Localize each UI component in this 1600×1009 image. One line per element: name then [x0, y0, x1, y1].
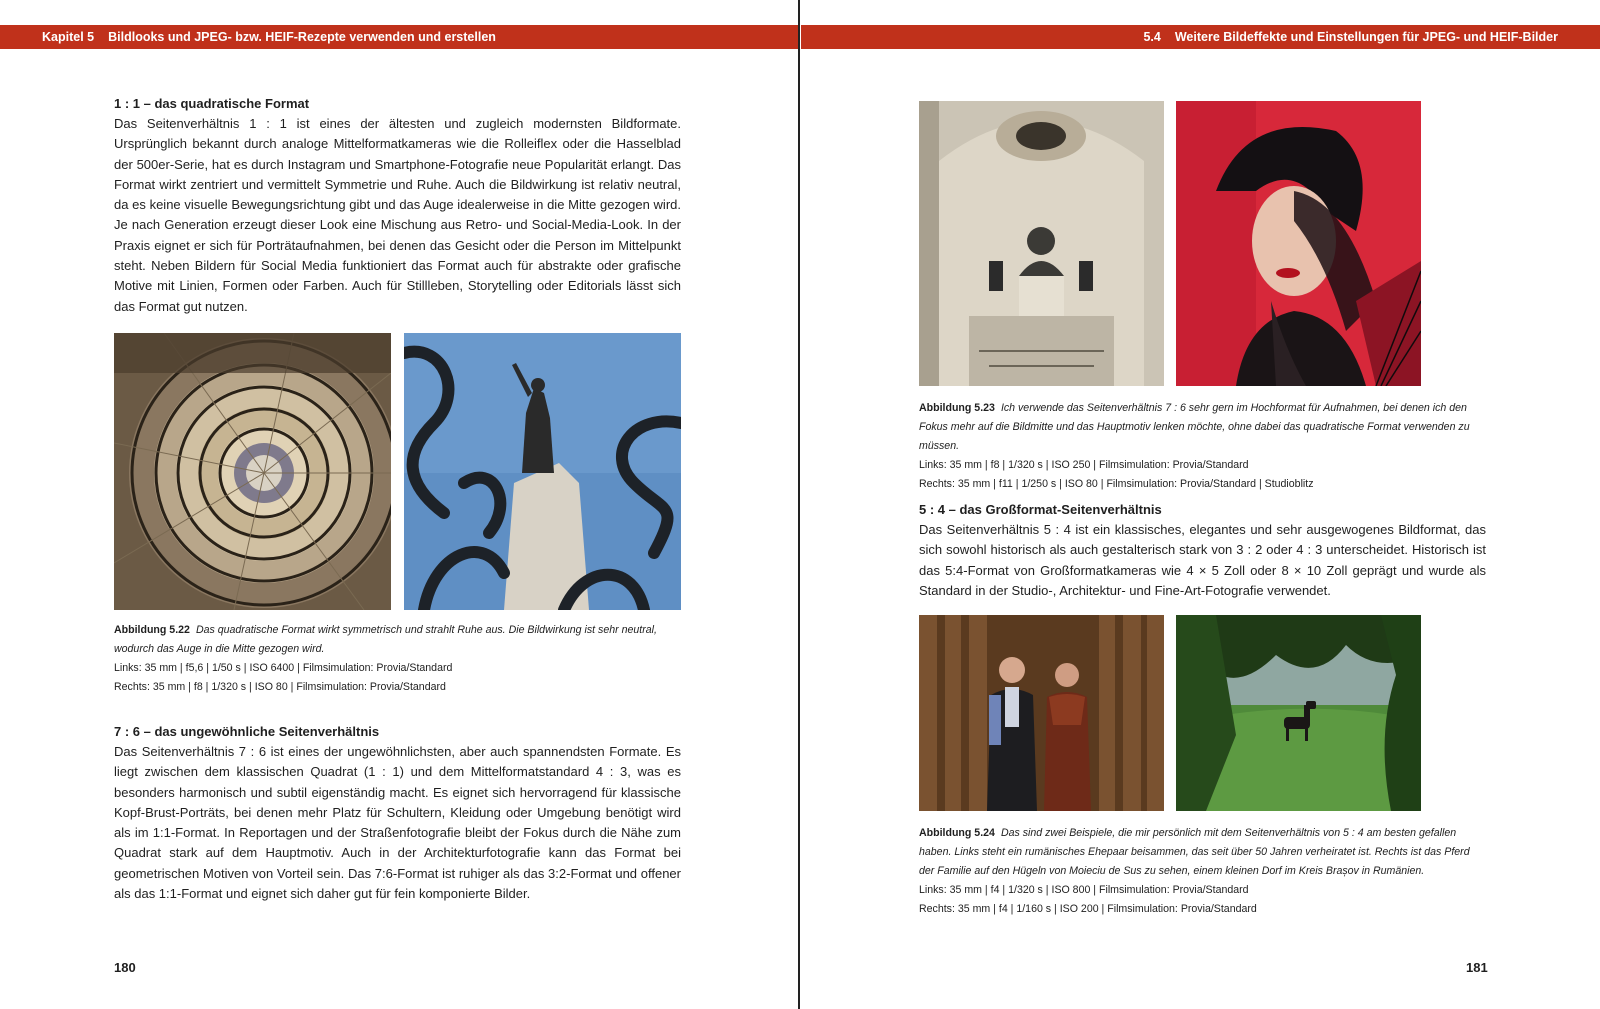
figure-meta-left: Links: 35 mm | f4 | 1/320 s | ISO 800 | Filmsimulation: Provia/Standard [919, 884, 1249, 896]
page-number-right: 181 [1466, 960, 1488, 975]
figure-caption: Das sind zwei Beispiele, die mir persönlich mit dem Seitenverhältnis von 5 : 4 am besten gefallen haben. Links steht ein rumänisches Ehepaar beisammen, das seit über 50 Jahren verheiratet ist. Rechts ist das Pferd der Familie auf den Hügeln von Moieciu de Sus zu sehen, einem kleinen Dorf im Kreis Brașov in Rumänien. [919, 827, 1470, 877]
photo-monument-bust [919, 101, 1164, 386]
figure-meta-right: Rechts: 35 mm | f11 | 1/250 s | ISO 80 | Filmsimulation: Provia/Standard | Studioblitz [919, 478, 1314, 490]
page-gutter [798, 0, 800, 1009]
section-body: Das Seitenverhältnis 7 : 6 ist eines der ungewöhnlichsten, aber auch spannendsten Formate. Es liegt zwischen dem klassischen Quadrat (1 : 1) und dem Mittelformatstandard 4 : 3, was es besonders harmonisch und subtil eigenständig macht. Es eignet sich hervorragend für klassische Kopf-Brust-Porträts, bei denen mehr Platz für Schultern, Kleidung oder Umgebung benötigt wird als im 1:1-Format. In Reportagen und der Straßenfotografie bleibt der Fokus durch die Nähe zum Quadrat stark auf dem Hauptmotiv. Auch in der Architekturfotografie kann das Format bei geometrischen Motiven von Vorteil sein. Das 7:6-Format ist ruhiger als das 3:2-Format und offener als das 1:1-Format und eignet sich daher gut für fein komponierte Bilder. [114, 744, 681, 902]
section-5-4 [919, 502, 1486, 601]
section-1-1 [114, 96, 681, 317]
photo-statue-fence [404, 333, 681, 610]
figure-5-24-caption [919, 824, 1486, 919]
page-number-left: 180 [114, 960, 136, 975]
figure-meta-right: Rechts: 35 mm | f4 | 1/160 s | ISO 200 | Filmsimulation: Provia/Standard [919, 903, 1257, 915]
photo-spiral-staircase [114, 333, 391, 610]
figure-label: Abbildung 5.24 [919, 827, 995, 839]
figure-caption: Das quadratische Format wirkt symmetrisch und strahlt Ruhe aus. Die Bildwirkung ist sehr neutral, wodurch das Auge in die Mitte gezogen wird. [114, 624, 657, 655]
chapter-title: Bildlooks und JPEG- bzw. HEIF-Rezepte verwenden und erstellen [108, 30, 496, 44]
figure-meta-left: Links: 35 mm | f5,6 | 1/50 s | ISO 6400 | Filmsimulation: Provia/Standard [114, 662, 453, 674]
figure-5-23-caption [919, 399, 1486, 494]
section-7-6 [114, 724, 681, 904]
running-header-left [0, 25, 799, 49]
figure-meta-right: Rechts: 35 mm | f8 | 1/320 s | ISO 80 | Filmsimulation: Provia/Standard [114, 681, 446, 693]
figure-meta-left: Links: 35 mm | f8 | 1/320 s | ISO 250 | Filmsimulation: Provia/Standard [919, 459, 1249, 471]
photo-couple [919, 615, 1164, 811]
section-heading: 1 : 1 – das quadratische Format [114, 96, 310, 111]
figure-label: Abbildung 5.23 [919, 402, 995, 414]
section-heading: 5 : 4 – das Großformat-Seitenverhältnis [919, 502, 1162, 517]
section-number: 5.4 [1143, 30, 1161, 44]
section-title: Weitere Bildeffekte und Einstellungen für JPEG- und HEIF-Bilder [1174, 30, 1558, 44]
section-heading: 7 : 6 – das ungewöhnliche Seitenverhältnis [114, 724, 380, 739]
figure-5-22-caption [114, 621, 681, 697]
photo-portrait-red [1176, 101, 1421, 386]
section-body: Das Seitenverhältnis 5 : 4 ist ein klassisches, elegantes und sehr ausgewogenes Bildformat, das sich sowohl historisch als auch gestalterisch stark von 3 : 2 oder 4 : 3 unterscheidet. Historisch ist das 5:4-Format von Großformatkameras wie 4 × 5 Zoll oder 8 × 10 Zoll geprägt und wurde als Standard in der Studio-, Architektur- und Fine-Art-Fotografie verwendet. [919, 522, 1486, 598]
figure-label: Abbildung 5.22 [114, 624, 190, 636]
section-body: Das Seitenverhältnis 1 : 1 ist eines der ältesten und zugleich modernsten Bildformate. Ursprünglich bekannt durch analoge Mittelformatkameras wie die Rolleiflex oder die Hasselblad der 500er-Serie, hat es durch Instagram und Smartphone-Fotografie neue Popularität erlangt. Das Format wirkt zentriert und vermittelt Symmetrie und Ruhe. Auch die Bildwirkung ist relativ neutral, da es keine visuelle Bewegungsrichtung gibt und das Auge idealerweise in die Mitte gezogen wird. Je nach Generation erzeugt dieser Look eine Mischung aus Retro- und Social-Media-Look. In der Praxis eignet er sich für Porträtaufnahmen, bei denen das Gesicht oder die Person im Mittelpunkt steht. Neben Bildern für Social Media funktioniert das Format auch für abstrakte oder grafische Motive mit Linien, Formen oder Farben. Auch für Stillleben, Storytelling oder Editorials lässt sich das Format gut nutzen. [114, 116, 681, 314]
figure-caption: Ich verwende das Seitenverhältnis 7 : 6 sehr gern im Hochformat für Aufnahmen, bei denen ich den Fokus mehr auf die Bildmitte und das Hauptmotiv lenken möchte, ohne dabei das quadratische Format verwenden zu müssen. [919, 402, 1470, 452]
chapter-number: Kapitel 5 [42, 30, 95, 44]
running-header-right [801, 25, 1600, 49]
photo-horse-meadow [1176, 615, 1421, 811]
